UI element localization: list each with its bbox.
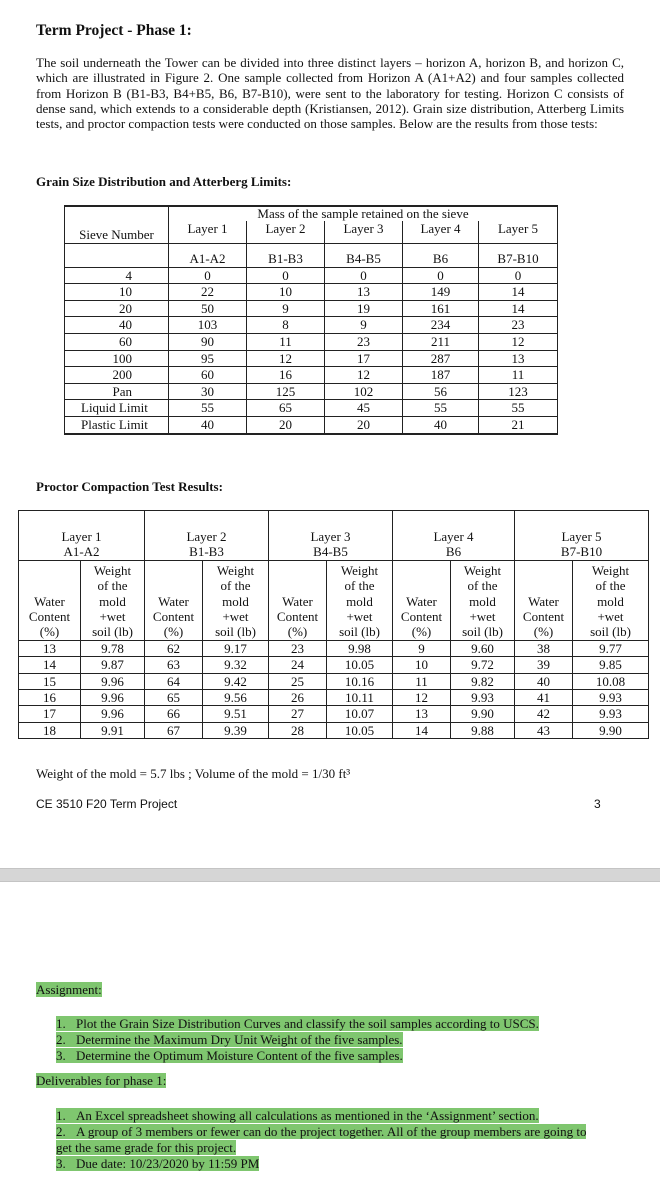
- water-content-cell: 26: [269, 690, 327, 706]
- weight-header: [203, 560, 269, 640]
- assignment-item-number: 2.: [56, 1032, 66, 1047]
- weight-header: [81, 560, 145, 640]
- grain-data-row: [65, 350, 558, 367]
- mass-retained-cell: 11: [247, 333, 325, 350]
- page-title: Term Project - Phase 1:: [36, 22, 192, 39]
- water-content-cell: 39: [515, 657, 573, 673]
- mass-retained-cell: 14: [479, 300, 558, 317]
- mass-retained-cell: 12: [247, 350, 325, 367]
- proctor-data-row: [19, 640, 649, 656]
- weight-cell: 10.05: [327, 722, 393, 738]
- mass-retained-cell: 17: [325, 350, 403, 367]
- weight-cell: 10.16: [327, 673, 393, 689]
- assignment-heading: [36, 982, 102, 998]
- weight-header-line: of the: [220, 578, 251, 594]
- deliverable-item-text: A group of 3 members or fewer can do the project together. All of the group members are going to get the same grade for this project.: [56, 1124, 587, 1155]
- weight-header-line: mold: [469, 593, 496, 609]
- water-content-cell: 17: [19, 706, 81, 722]
- deliverables-list: [56, 1108, 596, 1172]
- sample-label: B1-B3: [247, 251, 325, 267]
- mass-retained-cell: 102: [325, 383, 403, 400]
- weight-cell: 9.90: [573, 722, 649, 738]
- weight-cell: 9.91: [81, 722, 145, 738]
- assignment-list: [56, 1016, 626, 1064]
- weight-cell: 9.56: [203, 690, 269, 706]
- water-content-cell: 14: [19, 657, 81, 673]
- mass-retained-cell: 12: [479, 333, 558, 350]
- weight-header: [451, 560, 515, 640]
- intro-paragraph: The soil underneath the Tower can be divided into three distinct layers – horizon A, horizon B, and horizon C, which are illustrated in Figure 2. One sample collected from Horizon A (A1+A2) and four samples collected from Horizon B (B1-B3, B4+B5, B6, B7-B10), were sent to the laboratory for testing. Horizon C consists of dense sand, which extends to a considerable depth (Kristiansen, 2012). Grain size distribution, Atterberg Limits tests, and proctor compaction tests were conducted on those samples. Below are the results from those tests:: [36, 55, 624, 132]
- weight-header-line: soil (lb): [462, 624, 503, 640]
- weight-header-line: of the: [97, 578, 128, 594]
- assignment-item-text: Determine the Optimum Moisture Content of the five samples.: [76, 1048, 403, 1063]
- plastic-limit-label: Plastic Limit: [65, 416, 169, 433]
- water-content-cell: 62: [145, 640, 203, 656]
- weight-header: [327, 560, 393, 640]
- mass-retained-cell: 56: [403, 383, 479, 400]
- weight-cell: 9.72: [451, 657, 515, 673]
- weight-header-line: +wet: [222, 609, 249, 625]
- deliverable-item: [56, 1124, 596, 1156]
- proctor-data-row: [19, 673, 649, 689]
- water-content-header-line: Content: [28, 609, 71, 625]
- water-content-header: [145, 560, 203, 640]
- document-page-2: [0, 882, 660, 1202]
- water-content-cell: 43: [515, 722, 573, 738]
- weight-header-line: Weight: [463, 562, 502, 578]
- weight-cell: 9.60: [451, 640, 515, 656]
- weight-cell: 9.78: [81, 640, 145, 656]
- plastic-limit-cell: 40: [403, 416, 479, 433]
- mass-retained-cell: 287: [403, 350, 479, 367]
- water-content-header: [515, 560, 573, 640]
- weight-header-line: mold: [597, 593, 624, 609]
- weight-cell: 9.88: [451, 722, 515, 738]
- water-content-header-line: Water: [528, 593, 559, 609]
- weight-cell: 10.05: [327, 657, 393, 673]
- weight-cell: 9.96: [81, 673, 145, 689]
- mass-retained-header: Mass of the sample retained on the sieve: [169, 206, 558, 221]
- water-content-header-line: Content: [400, 609, 443, 625]
- sample-label: B4-B5: [325, 251, 403, 267]
- weight-cell: 9.77: [573, 640, 649, 656]
- mass-retained-cell: 103: [169, 317, 247, 334]
- deliverable-item: [56, 1108, 596, 1124]
- water-content-cell: 24: [269, 657, 327, 673]
- weight-cell: 9.17: [203, 640, 269, 656]
- weight-header-line: Weight: [591, 562, 630, 578]
- proctor-heading: Proctor Compaction Test Results:: [36, 479, 223, 494]
- weight-header-line: of the: [344, 578, 375, 594]
- grain-size-table: [64, 205, 558, 435]
- sieve-number: 20: [65, 300, 169, 317]
- water-content-header-line: Water: [282, 593, 313, 609]
- layer-header: Layer 4: [403, 221, 479, 243]
- weight-cell: 9.85: [573, 657, 649, 673]
- deliverable-item: [56, 1156, 596, 1172]
- mass-retained-cell: 16: [247, 367, 325, 384]
- mass-retained-cell: 161: [403, 300, 479, 317]
- weight-cell: 9.96: [81, 706, 145, 722]
- deliverable-item-number: 2.: [56, 1124, 66, 1139]
- proctor-sample-name: B1-B3: [145, 544, 269, 560]
- weight-cell: 9.96: [81, 690, 145, 706]
- water-content-cell: 23: [269, 640, 327, 656]
- water-content-header-line: (%): [39, 624, 60, 640]
- deliverable-item-highlight: [56, 1108, 539, 1123]
- proctor-sample-row: [19, 544, 649, 560]
- assignment-item: [56, 1016, 626, 1032]
- liquid-limit-label: Liquid Limit: [65, 400, 169, 417]
- weight-cell: 10.08: [573, 673, 649, 689]
- weight-header-line: of the: [467, 578, 498, 594]
- mass-retained-cell: 22: [169, 284, 247, 301]
- liquid-limit-cell: 55: [403, 400, 479, 417]
- water-content-cell: 38: [515, 640, 573, 656]
- plastic-limit-cell: 40: [169, 416, 247, 433]
- mass-retained-cell: 12: [325, 367, 403, 384]
- weight-header-line: Weight: [93, 562, 132, 578]
- proctor-layer-name: Layer 1: [19, 511, 145, 545]
- water-content-cell: 18: [19, 722, 81, 738]
- weight-header: [573, 560, 649, 640]
- mass-retained-cell: 13: [325, 284, 403, 301]
- proctor-column-header-row: [19, 560, 649, 640]
- water-content-cell: 10: [393, 657, 451, 673]
- water-content-cell: 42: [515, 706, 573, 722]
- plastic-limit-row: [65, 416, 558, 433]
- weight-header-line: +wet: [469, 609, 496, 625]
- water-content-cell: 13: [19, 640, 81, 656]
- water-content-cell: 64: [145, 673, 203, 689]
- assignment-item-number: 1.: [56, 1016, 66, 1031]
- water-content-cell: 27: [269, 706, 327, 722]
- proctor-sample-name: B4-B5: [269, 544, 393, 560]
- mass-retained-cell: 0: [169, 267, 247, 284]
- weight-cell: 9.98: [327, 640, 393, 656]
- layer-header: Layer 1: [169, 221, 247, 243]
- mass-retained-cell: 30: [169, 383, 247, 400]
- water-content-header-line: Content: [152, 609, 195, 625]
- water-content-header-line: (%): [411, 624, 432, 640]
- weight-cell: 9.42: [203, 673, 269, 689]
- assignment-item-text: Plot the Grain Size Distribution Curves and classify the soil samples according to USCS.: [76, 1016, 539, 1031]
- water-content-cell: 40: [515, 673, 573, 689]
- water-content-header-line: (%): [163, 624, 184, 640]
- weight-cell: 10.07: [327, 706, 393, 722]
- sample-label: B7-B10: [479, 251, 558, 267]
- mass-retained-cell: 95: [169, 350, 247, 367]
- assignment-item-text: Determine the Maximum Dry Unit Weight of the five samples.: [76, 1032, 403, 1047]
- assignment-item-number: 3.: [56, 1048, 66, 1063]
- grain-spacer-row: [65, 243, 558, 251]
- proctor-data-row: [19, 657, 649, 673]
- water-content-cell: 25: [269, 673, 327, 689]
- sieve-number: 60: [65, 333, 169, 350]
- water-content-header-line: (%): [287, 624, 308, 640]
- deliverable-item-highlight: [56, 1156, 259, 1171]
- water-content-header: [393, 560, 451, 640]
- plastic-limit-cell: 20: [325, 416, 403, 433]
- page-number: 3: [594, 797, 601, 811]
- water-content-cell: 9: [393, 640, 451, 656]
- plastic-limit-cell: 21: [479, 416, 558, 433]
- water-content-cell: 15: [19, 673, 81, 689]
- weight-header-line: +wet: [597, 609, 624, 625]
- assignment-item: [56, 1032, 626, 1048]
- water-content-header-line: Content: [522, 609, 565, 625]
- deliverable-item-number: 1.: [56, 1108, 66, 1123]
- weight-cell: 9.39: [203, 722, 269, 738]
- sieve-number: 40: [65, 317, 169, 334]
- weight-header-line: +wet: [346, 609, 373, 625]
- weight-cell: 9.87: [81, 657, 145, 673]
- water-content-header-line: Water: [34, 593, 65, 609]
- mass-retained-cell: 90: [169, 333, 247, 350]
- mass-retained-cell: 14: [479, 284, 558, 301]
- weight-header-line: soil (lb): [590, 624, 631, 640]
- weight-cell: 9.93: [451, 690, 515, 706]
- liquid-limit-row: [65, 400, 558, 417]
- mass-retained-cell: 50: [169, 300, 247, 317]
- water-content-cell: 66: [145, 706, 203, 722]
- mass-retained-cell: 11: [479, 367, 558, 384]
- weight-cell: 9.51: [203, 706, 269, 722]
- mass-retained-cell: 0: [325, 267, 403, 284]
- mass-retained-cell: 125: [247, 383, 325, 400]
- deliverable-item-text: An Excel spreadsheet showing all calculations as mentioned in the ‘Assignment’ section.: [76, 1108, 539, 1123]
- mass-retained-cell: 234: [403, 317, 479, 334]
- water-content-cell: 28: [269, 722, 327, 738]
- deliverables-heading: [36, 1073, 166, 1089]
- sample-label: A1-A2: [169, 251, 247, 267]
- mass-retained-cell: 187: [403, 367, 479, 384]
- weight-header-line: soil (lb): [215, 624, 256, 640]
- sieve-number-header: Sieve Number: [65, 206, 169, 243]
- weight-cell: 9.32: [203, 657, 269, 673]
- proctor-sample-name: A1-A2: [19, 544, 145, 560]
- mass-retained-cell: 9: [247, 300, 325, 317]
- liquid-limit-cell: 45: [325, 400, 403, 417]
- weight-header-line: soil (lb): [339, 624, 380, 640]
- water-content-cell: 65: [145, 690, 203, 706]
- water-content-header: [19, 560, 81, 640]
- proctor-data-row: [19, 690, 649, 706]
- mass-retained-cell: 211: [403, 333, 479, 350]
- weight-header-line: soil (lb): [92, 624, 133, 640]
- grain-data-row: [65, 317, 558, 334]
- deliverables-heading-text: Deliverables for phase 1:: [36, 1073, 167, 1088]
- proctor-data-row: [19, 722, 649, 738]
- proctor-layer-name: Layer 2: [145, 511, 269, 545]
- grain-sample-row: [65, 251, 558, 267]
- water-content-cell: 16: [19, 690, 81, 706]
- grain-data-row: [65, 383, 558, 400]
- sieve-number: 4: [65, 267, 169, 284]
- deliverable-item-number: 3.: [56, 1156, 66, 1171]
- grain-header-row: [65, 206, 558, 221]
- proctor-data-row: [19, 706, 649, 722]
- mass-retained-cell: 19: [325, 300, 403, 317]
- layer-header: Layer 3: [325, 221, 403, 243]
- liquid-limit-cell: 55: [479, 400, 558, 417]
- mass-retained-cell: 149: [403, 284, 479, 301]
- sieve-number: 10: [65, 284, 169, 301]
- mold-note: Weight of the mold = 5.7 lbs ; Volume of the mold = 1/30 ft³: [36, 766, 351, 781]
- water-content-header: [269, 560, 327, 640]
- assignment-heading-text: Assignment:: [36, 982, 102, 997]
- grain-data-row: [65, 300, 558, 317]
- grain-data-row: [65, 284, 558, 301]
- proctor-layer-row: [19, 511, 649, 545]
- weight-cell: 10.11: [327, 690, 393, 706]
- deliverable-item-text: Due date: 10/23/2020 by 11:59 PM: [76, 1156, 260, 1171]
- assignment-item: [56, 1048, 626, 1064]
- mass-retained-cell: 0: [403, 267, 479, 284]
- mass-retained-cell: 9: [325, 317, 403, 334]
- page-separator: [0, 868, 660, 882]
- deliverable-item-highlight: [56, 1124, 586, 1155]
- water-content-header-line: Water: [406, 593, 437, 609]
- weight-cell: 9.82: [451, 673, 515, 689]
- weight-header-line: of the: [595, 578, 626, 594]
- grain-data-row: [65, 333, 558, 350]
- grain-data-row: [65, 267, 558, 284]
- assignment-item-highlight: [56, 1032, 403, 1047]
- weight-header-line: mold: [346, 593, 373, 609]
- weight-cell: 9.93: [573, 706, 649, 722]
- water-content-header-line: Content: [276, 609, 319, 625]
- proctor-sample-name: B6: [393, 544, 515, 560]
- weight-header-line: mold: [222, 593, 249, 609]
- mass-retained-cell: 0: [479, 267, 558, 284]
- water-content-header-line: (%): [533, 624, 554, 640]
- liquid-limit-cell: 65: [247, 400, 325, 417]
- mass-retained-cell: 0: [247, 267, 325, 284]
- proctor-layer-name: Layer 3: [269, 511, 393, 545]
- assignment-item-highlight: [56, 1048, 403, 1063]
- assignment-item-highlight: [56, 1016, 539, 1031]
- mass-retained-cell: 8: [247, 317, 325, 334]
- water-content-cell: 11: [393, 673, 451, 689]
- weight-header-line: +wet: [99, 609, 126, 625]
- proctor-sample-name: B7-B10: [515, 544, 649, 560]
- weight-header-line: mold: [99, 593, 126, 609]
- water-content-cell: 14: [393, 722, 451, 738]
- layer-header: Layer 2: [247, 221, 325, 243]
- water-content-cell: 41: [515, 690, 573, 706]
- mass-retained-cell: 13: [479, 350, 558, 367]
- weight-cell: 9.90: [451, 706, 515, 722]
- sieve-number: 100: [65, 350, 169, 367]
- mass-retained-cell: 10: [247, 284, 325, 301]
- mass-retained-cell: 23: [479, 317, 558, 334]
- liquid-limit-cell: 55: [169, 400, 247, 417]
- proctor-table: [18, 510, 649, 739]
- mass-retained-cell: 23: [325, 333, 403, 350]
- proctor-layer-name: Layer 4: [393, 511, 515, 545]
- mass-retained-cell: 123: [479, 383, 558, 400]
- water-content-cell: 12: [393, 690, 451, 706]
- water-content-cell: 13: [393, 706, 451, 722]
- water-content-cell: 67: [145, 722, 203, 738]
- water-content-cell: 63: [145, 657, 203, 673]
- grain-data-row: [65, 367, 558, 384]
- sample-label: B6: [403, 251, 479, 267]
- sieve-number: 200: [65, 367, 169, 384]
- weight-header-line: Weight: [340, 562, 379, 578]
- plastic-limit-cell: 20: [247, 416, 325, 433]
- proctor-layer-name: Layer 5: [515, 511, 649, 545]
- mass-retained-cell: 60: [169, 367, 247, 384]
- weight-cell: 9.93: [573, 690, 649, 706]
- weight-header-line: Weight: [216, 562, 255, 578]
- grain-size-heading: Grain Size Distribution and Atterberg Limits:: [36, 174, 292, 189]
- water-content-header-line: Water: [158, 593, 189, 609]
- footer-text: CE 3510 F20 Term Project: [36, 797, 178, 811]
- layer-header: Layer 5: [479, 221, 558, 243]
- sieve-number: Pan: [65, 383, 169, 400]
